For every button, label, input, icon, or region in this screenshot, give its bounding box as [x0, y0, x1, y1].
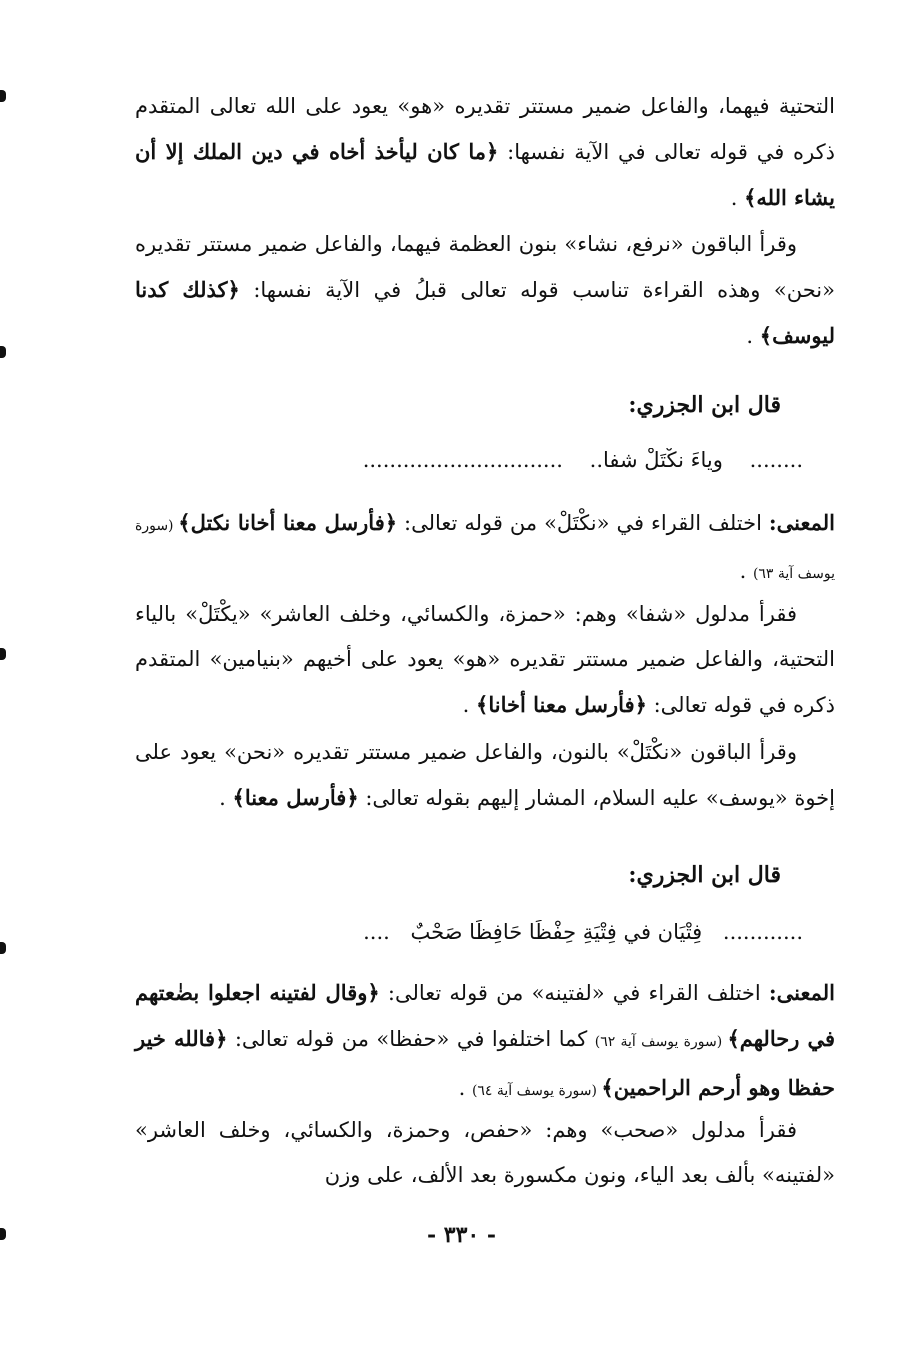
paragraph-end: . [730, 186, 738, 210]
binding-mark [0, 90, 6, 102]
verse-dots-left: .... [363, 920, 390, 944]
paragraph-5 [135, 730, 835, 821]
section-heading-1: قال ابن الجزري: [628, 392, 781, 418]
binding-mark [0, 648, 6, 660]
section-heading-2: قال ابن الجزري: [628, 862, 781, 888]
paragraph-text: فقرأ مدلول «صحب» وهم: «حفص، وحمزة، والكسائي، وخلف العاشر» «لفتينه» بألف بعد الياء، ونون مكسورة بعد الألف، على وزن [135, 1118, 835, 1187]
paragraph-text: التحتية فيهما، والفاعل ضمير مستتر تقديره «هو» يعود على الله تعالى المتقدم ذكره في قوله تعالى في الآية نفسها: [135, 94, 836, 164]
paragraph-end: . [462, 693, 470, 717]
paragraph-3 [135, 500, 835, 597]
surah-reference: (سورة يوسف آية ٦٢) [594, 1034, 728, 1050]
verse-dots-right: ........ [749, 448, 803, 472]
paragraph-text: وقرأ الباقون «نكْتَلْ» بالنون، والفاعل ضمير مستتر تقديره «نحن» يعود على إخوة «يوسف» عليه السلام، المشار إليهم بقوله تعالى: [135, 740, 835, 810]
surah-reference: (سورة يوسف آية ٦٣) [135, 518, 835, 582]
paragraph-text: كما اختلفوا في «حفظا» من قوله تعالى: [227, 1027, 595, 1051]
quran-quote: ﴿فأرسل معنا أخانا﴾ [476, 692, 647, 717]
verse-line-2 [150, 920, 803, 944]
quran-quote: ﴿وقال لفتينه اجعلوا بضٰعتهم في رحالهم﴾ [135, 980, 836, 1051]
binding-mark [0, 942, 6, 954]
paragraph-text: اختلف القراء في «نكْتَلْ» من قوله تعالى: [397, 511, 769, 535]
quran-quote: ﴿كذلك كدنا ليوسف﴾ [135, 277, 835, 348]
binding-mark [0, 346, 6, 358]
paragraph-end: . [739, 559, 747, 583]
paragraph-text: فقرأ مدلول «شفا» وهم: «حمزة، والكسائي، وخلف العاشر» «يكْتَلْ» بالياء التحتية، والفاعل ضمير مستتر تقديره «هو» يعود على أخيهم «بنيامين» المتقدم ذكره في قوله تعالى: [135, 602, 835, 717]
surah-reference: (سورة يوسف آية ٦٤) [471, 1083, 602, 1099]
page-number: - ٣٣٠ - [426, 1222, 497, 1248]
paragraph-text: وقرأ الباقون «نرفع، نشاء» بنون العظمة فيهما، والفاعل ضمير مستتر تقديره «نحن» وهذه القراءة تناسب قوله تعالى قبلُ في الآية نفسها: [135, 232, 835, 302]
verse-dots-left: .............................. [362, 448, 563, 472]
paragraph-end: . [219, 786, 226, 810]
quran-quote: ﴿فأرسل معنا﴾ [232, 785, 359, 810]
verse-text: فِتْيَانِ في فِتْيَةِ حِفْظًا حَافِظًا صَحْبٌ [410, 920, 703, 944]
paragraph-end: . [458, 1076, 466, 1100]
verse-dots-right: ............ [722, 920, 803, 944]
meaning-label: المعنى: [768, 980, 835, 1005]
quran-quote: ﴿ما كان ليأخذ أخاه في دين الملك إلا أن يشاء الله﴾ [135, 139, 835, 210]
paragraph-6 [135, 970, 835, 1114]
paragraph-1 [135, 84, 835, 221]
quran-quote: ﴿فأرسل معنا أخانا نكتل﴾ [178, 510, 398, 535]
verse-line-1 [150, 448, 803, 472]
paragraph-end: . [746, 324, 754, 348]
paragraph-2 [135, 222, 835, 359]
paragraph-4 [135, 592, 835, 728]
paragraph-7 [135, 1108, 835, 1198]
verse-text: وياءَ نكْتَلْ شفا.. [589, 448, 723, 472]
quran-quote: ﴿فالله خير حفظا وهو أرحم الراحمين﴾ [135, 1026, 835, 1100]
paragraph-text: اختلف القراء في «لفتينه» من قوله تعالى: [379, 981, 769, 1005]
meaning-label: المعنى: [768, 510, 836, 535]
